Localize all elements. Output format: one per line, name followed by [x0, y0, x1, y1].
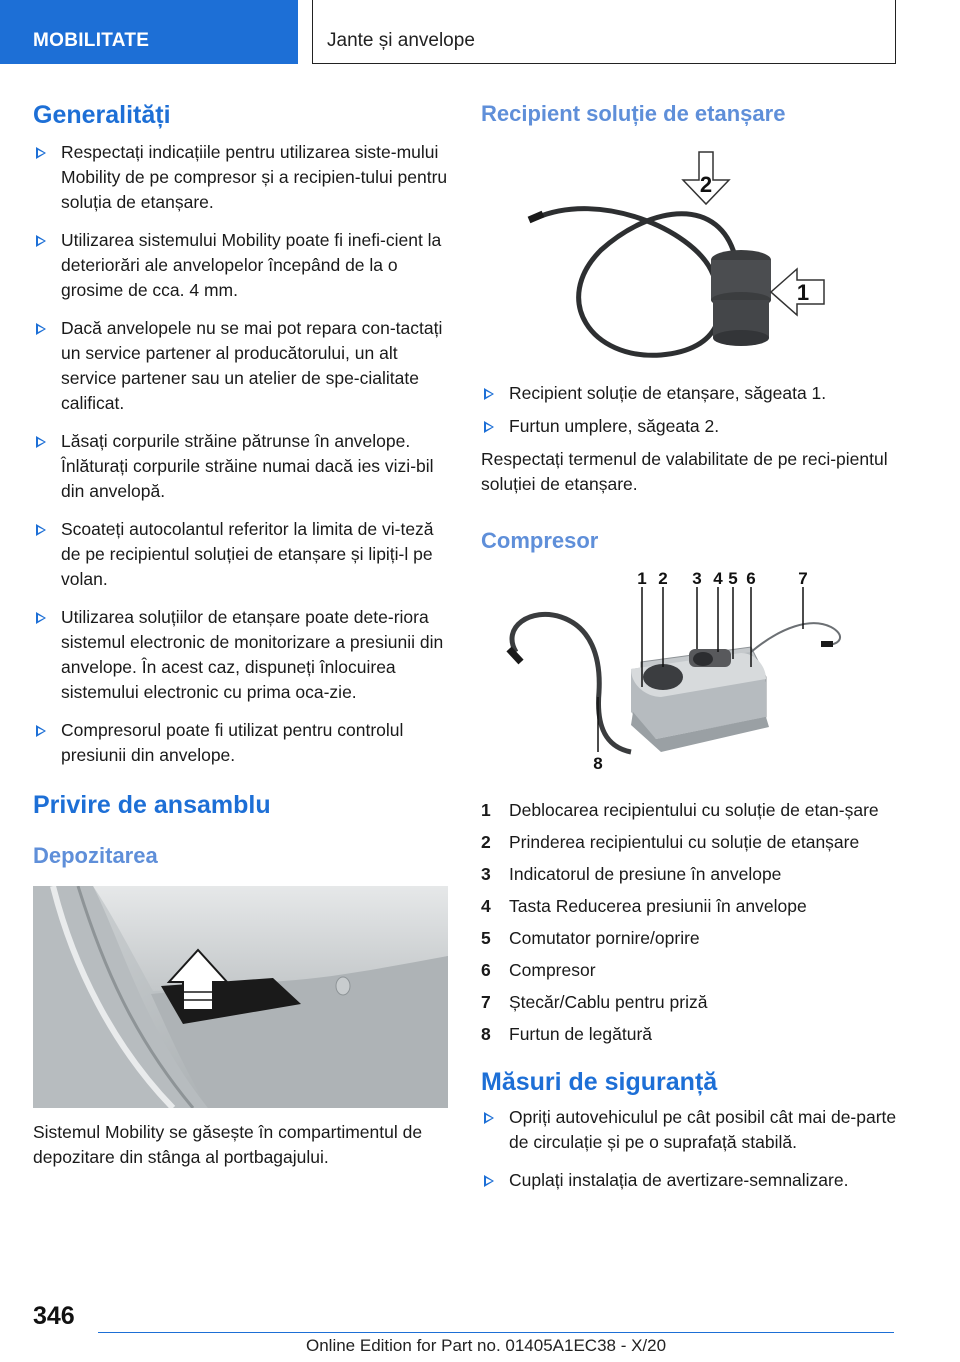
list-item: Furtun umplere, săgeata 2.: [481, 414, 901, 439]
compressor-figure-label-6: 6: [746, 569, 756, 588]
list-item: 6 Compresor: [481, 960, 596, 980]
compressor-parts-list: [481, 798, 901, 1047]
compressor-figure-label-8: 8: [593, 754, 603, 773]
list-item: Cuplați instalația de avertizare-semnalizare.: [481, 1168, 901, 1193]
container-note: Respectați termenul de valabilitate de pe reci-pientul soluției de etanșare.: [481, 449, 888, 494]
container-heading: Recipient soluție de etanșare: [481, 101, 786, 126]
list-item: 4 Tasta Reducerea presiunii în anvelope: [481, 896, 807, 916]
compressor-heading: Compresor: [481, 528, 599, 553]
list-item: Respectați indicațiile pentru utilizarea siste-mului Mobility de pe compresor și a recipien-tului pentru soluția de etanșare.: [33, 140, 448, 215]
sealant-container-image: [481, 150, 901, 365]
triangle-bullet-icon: [36, 612, 46, 624]
storage-heading: Depozitarea: [33, 843, 158, 868]
list-item: 7 Ștecăr/Cablu pentru priză: [481, 992, 708, 1012]
list-item: Recipient soluție de etanșare, săgeata 1.: [481, 381, 901, 406]
footer-divider: [98, 1332, 894, 1333]
list-item: 8 Furtun de legătură: [481, 1024, 653, 1044]
chapter-box: [312, 0, 896, 64]
triangle-bullet-icon: [36, 235, 46, 247]
list-item: Lăsați corpurile străine pătrunse în anvelope. Înlăturați corpurile străine numai dacă ies vizi-bil din anvelopă.: [33, 429, 448, 504]
container-list: [481, 381, 901, 439]
triangle-bullet-icon: [484, 388, 494, 400]
triangle-bullet-icon: [484, 1175, 494, 1187]
left-column: [33, 100, 448, 1170]
compressor-figure-label-3: 3: [692, 569, 702, 588]
safety-heading: Măsuri de siguranță: [481, 1068, 718, 1096]
overview-heading: Privire de ansamblu: [33, 791, 271, 819]
compressor-figure-label-2: 2: [658, 569, 668, 588]
triangle-bullet-icon: [36, 524, 46, 536]
triangle-bullet-icon: [484, 1112, 494, 1124]
edition-note: Online Edition for Part no. 01405A1EC38 - X/20: [306, 1336, 667, 1355]
right-column: [481, 100, 901, 1206]
list-item: 2 Prinderea recipientului cu soluție de etanșare: [481, 832, 860, 852]
compressor-image: [481, 567, 901, 782]
list-item: 3 Indicatorul de presiune în anvelope: [481, 864, 782, 884]
list-item: Utilizarea soluțiilor de etanșare poate dete-riora sistemul electronic de monitorizare a presiunii din anvelope. În acest caz, dispuneți înlocuirea sistemului electronic cu prima oca-zie.: [33, 605, 448, 705]
general-list: [33, 140, 448, 768]
safety-list: [481, 1105, 901, 1193]
triangle-bullet-icon: [484, 421, 494, 433]
chapter-title: Jante și anvelope: [327, 30, 475, 51]
triangle-bullet-icon: [36, 323, 46, 335]
triangle-bullet-icon: [36, 147, 46, 159]
list-item: Compresorul poate fi utilizat pentru controlul presiunii din anvelope.: [33, 718, 448, 768]
compressor-figure-label-5: 5: [728, 569, 738, 588]
compressor-figure-label-4: 4: [713, 569, 723, 588]
container-figure-label-1: 1: [796, 280, 810, 305]
trunk-storage-image: [33, 886, 448, 1108]
container-figure-label-2: 2: [699, 172, 713, 197]
triangle-bullet-icon: [36, 436, 46, 448]
triangle-bullet-icon: [36, 725, 46, 737]
list-item: Utilizarea sistemului Mobility poate fi inefi-cient la deteriorări ale anvelopelor începând de la o grosime de cca. 4 mm.: [33, 228, 448, 303]
general-heading: Generalități: [33, 101, 171, 129]
list-item: Opriți autovehiculul pe cât posibil cât mai de-parte de circulație și pe o suprafață stabilă.: [481, 1105, 901, 1155]
section-title: MOBILITATE: [33, 30, 150, 51]
page-number: 346: [33, 1302, 75, 1330]
list-item: 5 Comutator pornire/oprire: [481, 928, 700, 948]
list-item: 1 Deblocarea recipientului cu soluție de etan-șare: [481, 800, 879, 820]
section-tab: [0, 0, 298, 64]
compressor-figure-label-1: 1: [637, 569, 647, 588]
storage-description: Sistemul Mobility se găsește în compartimentul de depozitare din stânga al portbagajului.: [33, 1122, 423, 1167]
compressor-figure-label-7: 7: [798, 569, 808, 588]
list-item: Dacă anvelopele nu se mai pot repara con-tactați un service partener al producătorului, un alt service partener sau un atelier de spe-cialitate calificat.: [33, 316, 448, 416]
list-item: Scoateți autocolantul referitor la limita de vi-teză de pe recipientul soluției de etanșare și lipiți-l pe volan.: [33, 517, 448, 592]
